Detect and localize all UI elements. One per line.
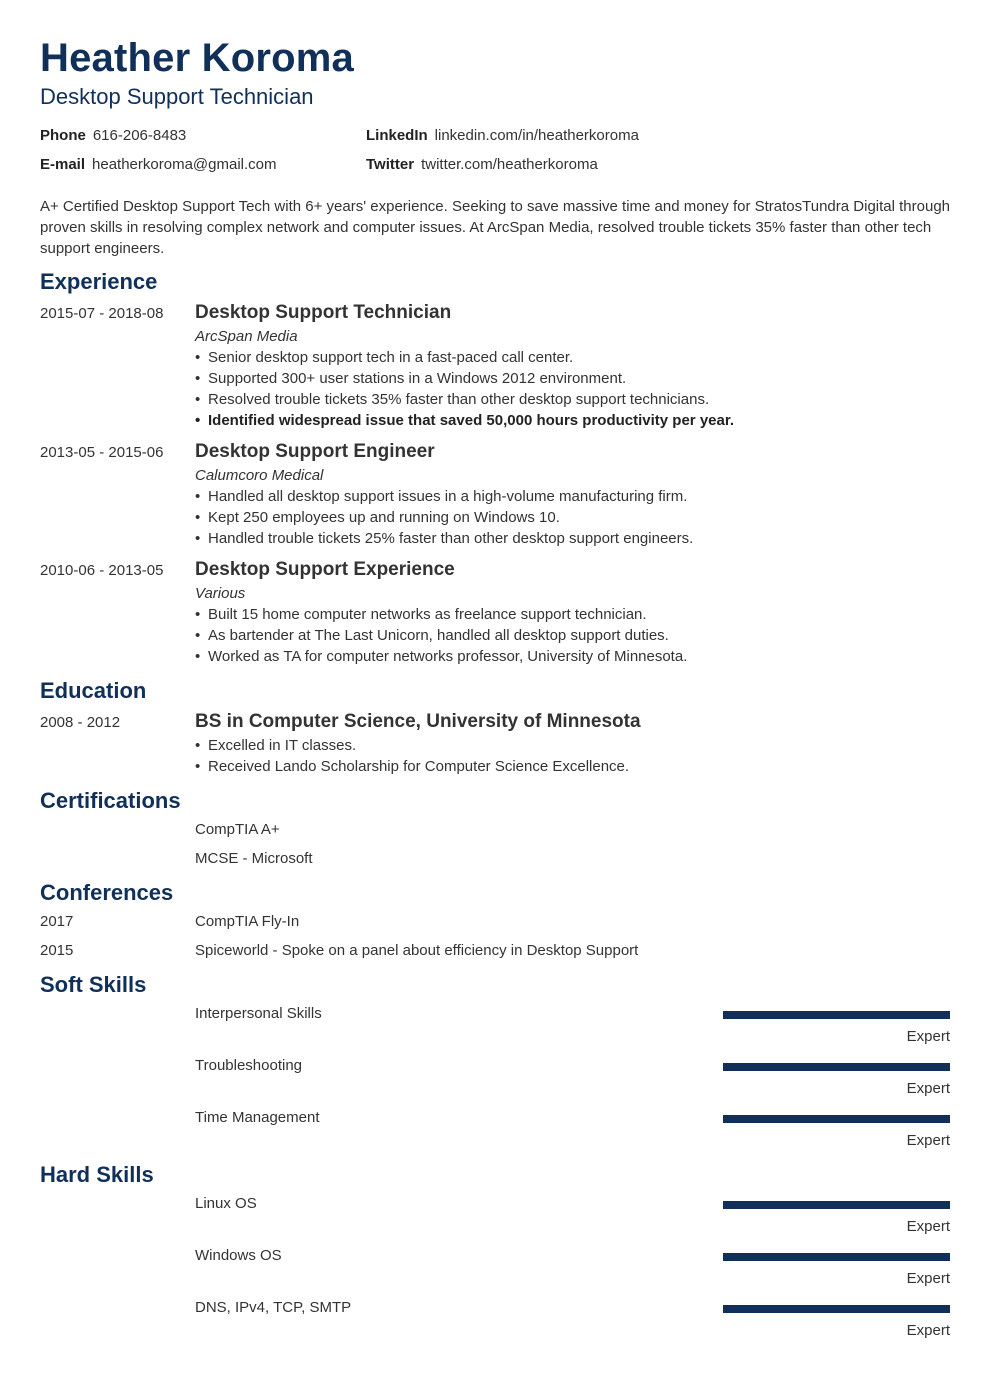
experience-bullet-highlight: • Identified widespread issue that saved 50,000 hours productivity per year. [195,412,734,429]
hard-skill-bar [723,1201,950,1209]
experience-bullet: • Handled trouble tickets 25% faster than other desktop support engineers. [195,530,693,547]
experience-bullet: • Handled all desktop support issues in a high-volume manufacturing firm. [195,488,687,505]
conference-name: CompTIA Fly-In [195,913,300,930]
section-title-education: Education [40,678,147,703]
hard-skill-bar-fill [723,1201,950,1209]
twitter-value[interactable]: twitter.com/heatherkoroma [421,156,598,173]
experience-bullet: • Resolved trouble tickets 35% faster than other desktop support technicians. [195,391,709,408]
soft-skill-bar-fill [723,1115,950,1123]
section-title-hard-skills: Hard Skills [40,1162,154,1187]
education-bullet: • Received Lando Scholarship for Computer Science Excellence. [195,758,629,775]
certification-item: MCSE - Microsoft [195,850,313,867]
conference-year: 2015 [40,942,74,959]
contact-twitter [366,156,598,173]
candidate-name: Heather Koroma [40,36,354,80]
experience-bullet: • Senior desktop support tech in a fast-paced call center. [195,349,573,366]
soft-skill-name: Troubleshooting [195,1057,303,1074]
summary-text: A+ Certified Desktop Support Tech with 6+ years' experience. Seeking to save massive time and money for StratosTundra Digital through proven skills in resolving complex network and computer issues. At ArcSpan Media, resolved trouble tickets 35% faster than other tech support engineers. [40,198,950,257]
hard-skill-bar [723,1305,950,1313]
soft-skill-bar [723,1011,950,1019]
education-date: 2008 - 2012 [40,714,121,731]
hard-skill-name: Windows OS [195,1247,282,1264]
phone-label: Phone [40,127,86,144]
experience-role: Desktop Support Experience [195,559,455,580]
hard-skill-level: Expert [906,1218,950,1235]
hard-skill-level: Expert [906,1270,950,1287]
soft-skill-bar [723,1063,950,1071]
soft-skill-level: Expert [906,1132,950,1149]
experience-date: 2015-07 - 2018-08 [40,305,164,322]
experience-bullet: • Worked as TA for computer networks professor, University of Minnesota. [195,648,687,665]
soft-skill-name: Time Management [195,1109,320,1126]
conference-name: Spiceworld - Spoke on a panel about efficiency in Desktop Support [195,942,639,959]
hard-skill-name: DNS, IPv4, TCP, SMTP [195,1299,352,1316]
soft-skill-level: Expert [906,1080,950,1097]
email-label: E-mail [40,156,86,173]
soft-skill-bar [723,1115,950,1123]
education-degree: BS in Computer Science, University of Minnesota [195,711,641,732]
contact-linkedin [366,127,639,144]
soft-skill-bar-fill [723,1063,950,1071]
experience-role: Desktop Support Engineer [195,441,435,462]
contact-email [40,156,276,173]
section-title-soft-skills: Soft Skills [40,972,147,997]
experience-bullet: • Kept 250 employees up and running on Windows 10. [195,509,560,526]
experience-date: 2010-06 - 2013-05 [40,562,164,579]
experience-bullet: • Built 15 home computer networks as freelance support technician. [195,606,647,623]
experience-org: ArcSpan Media [195,328,298,345]
experience-bullet: • As bartender at The Last Unicorn, handled all desktop support duties. [195,627,669,644]
conference-year: 2017 [40,913,74,930]
hard-skill-bar-fill [723,1253,950,1261]
email-value[interactable]: heatherkoroma@gmail.com [92,156,277,173]
soft-skill-level: Expert [906,1028,950,1045]
soft-skill-name: Interpersonal Skills [195,1005,322,1022]
experience-org: Calumcoro Medical [195,467,324,484]
section-title-experience: Experience [40,269,158,294]
hard-skill-name: Linux OS [195,1195,257,1212]
hard-skill-level: Expert [906,1322,950,1339]
experience-date: 2013-05 - 2015-06 [40,444,164,461]
linkedin-value[interactable]: linkedin.com/in/heatherkoroma [434,127,639,144]
experience-bullet: • Supported 300+ user stations in a Windows 2012 environment. [195,370,626,387]
contact-phone [40,127,186,144]
certification-item: CompTIA A+ [195,821,280,838]
phone-value: 616-206-8483 [92,127,187,144]
candidate-title: Desktop Support Technician [40,84,314,109]
section-title-conferences: Conferences [40,880,174,905]
experience-org: Various [195,585,246,602]
linkedin-label: LinkedIn [366,127,428,144]
twitter-label: Twitter [366,156,415,173]
education-bullet: • Excelled in IT classes. [195,737,356,754]
hard-skill-bar-fill [723,1305,950,1313]
experience-role: Desktop Support Technician [195,302,452,323]
section-title-certifications: Certifications [40,788,181,813]
hard-skill-bar [723,1253,950,1261]
soft-skill-bar-fill [723,1011,950,1019]
